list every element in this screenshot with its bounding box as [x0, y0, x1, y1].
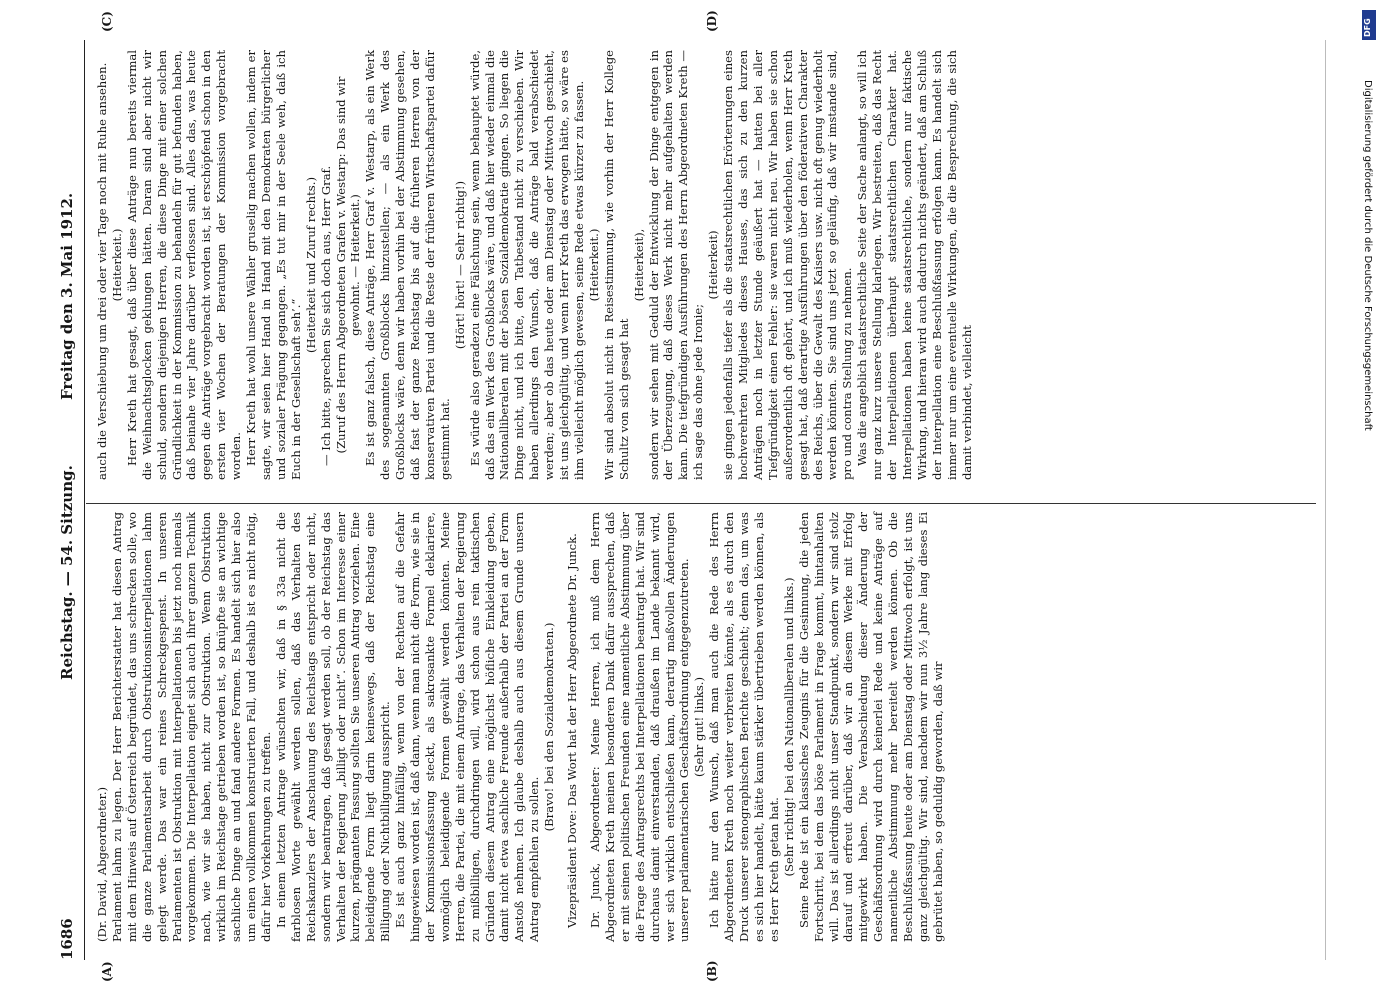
paragraph: Dr. Junck, Abgeordneter: Meine Herren, ich muß dem Herrn Abgeordneten Kreth meinen besonderen Dank dafür aussprechen, daß er mit seinen politischen Freunden eine namentliche Abstimmung über die Frage des Antragsrechts bei Interpellationen beantragt hat. Wir sind durchaus damit einverstanden, daß draußen im Lande bekannt wird, wer sich wirklich entschließen kann, derartig maßvollen Änderungen unserer parlamentarischen Geschäftsordnung entgegenzutreten.	[588, 512, 692, 942]
paragraph: Wir sind absolut nicht in Reisestimmung, wie vorhin der Herr Kollege Schultz von sich gesagt hat	[601, 50, 631, 480]
page-header	[58, 40, 82, 960]
interjection: (Heiterkeit.)	[109, 228, 124, 302]
interjection: (Heiterkeit),	[631, 228, 646, 302]
column-divider	[86, 503, 1316, 504]
interjection: (Zuruf des Herrn Abgeordneten Grafen v. Westarp: Das sind wir gewohnt. — Heiterkeit.)	[333, 76, 363, 454]
paragraph: sondern wir sehen mit Geduld der Entwicklung der Dinge entgegen in der Überzeugung, daß dieses Werk nicht mehr aufgehalten werden kann. Die tiefgründigen Ausführungen des Herrn Abgeordneten Kreth — ich sage das ohne jede Ironie;	[646, 50, 706, 480]
interjection: (Sehr richtig! bei den Nationalliberalen und links.)	[781, 577, 796, 877]
paragraph: In einem letzten Antrage wünschten wir, daß in § 33a nicht die farblosen Worte gewählt werden sollen, daß das Verhalten des Reichskanzlers der Anschauung des Reichstags entspricht oder nicht, sondern wir beantragen, daß gesagt werden soll, ob der Reichstag das Verhalten der Regierung „billigt oder nicht“. Schon im Interesse einer kurzen, prägnanten Fassung sollten Sie unseren Antrag vorziehen. Eine beleidigende Form liegt darin keineswegs, daß der Reichstag eine Billigung oder Nichtbilligung ausspricht.	[273, 512, 393, 942]
paragraph: Es ist auch ganz hinfällig, wenn von der Rechten auf die Gefahr hingewiesen worden ist, daß dann, wenn man nicht die Form, wie sie in der Kommissionsfassung steckt, als sakrosankte Formel deklariere, womöglich beleidigende Formen gewählt werden könnten. Meine Herren, die Partei, die mit einem Antrage, das Verhalten der Regierung zu mißbilligen, durchdringen will, wird schon aus rein taktischen Gründen diesem Antrag eine möglichst höfliche Einkleidung geben, damit nicht etwa sachliche Freunde außerhalb der Partei an der Form Anstoß nehmen. Ich glaube deshalb auch aus diesem Grunde unsern Antrag empfehlen zu sollen.	[393, 512, 542, 942]
paragraph: Es würde also geradezu eine Fälschung sein, wenn behauptet würde, daß das ein Werk des Großblocks wäre, und daß hier wieder einmal die Nationalliberalen mit der bösen Sozialdemokratie gingen. So liegen die Dinge nicht, und ich bitte, den Tatbestand nicht zu verschieben. Wir haben allerdings den Wunsch, daß die Anträge bald verabschiedet werden; aber ob das heute oder am Dienstag oder Mittwoch geschieht, ist uns gleichgültig, und wenn Herr Kreth das erwogen hätte, so wäre es ihm vielleicht möglich gewesen, seine Rede etwas kürzer zu fassen.	[467, 50, 586, 480]
speaker-note: (Dr. David, Abgeordneter.)	[95, 786, 109, 942]
dfg-logo	[1362, 10, 1376, 40]
digitization-credit	[1361, 80, 1375, 720]
paragraph: Es ist ganz falsch, diese Anträge, Herr Graf v. Westarp, als ein Werk des sogenannten Großblocks hinzustellen; — als ein Werk des Großblocks wäre, denn wir haben vorhin bei der Abstimmung gesehen, daß fast der ganze Reichstag bis auf die früheren Herren von der konservativen Partei und die Reste der früheren Wirtschaftspartei dafür gestimmt hat.	[363, 50, 452, 480]
paragraph: Parlament lahm zu legen. Der Herr Berichterstatter hat diesen Antrag mit dem Hinweis auf Österreich begründet, das uns schrecken solle, wo die ganze Parlamentsarbeit durch Obstruktionsinterpellationen lahm gelegt werde. Das war ein reines Schreckgespenst. In unseren Parlamenten ist Obstruktion mit Interpellationen bis jetzt noch niemals vorgekommen. Die Interpellation eignet sich auch ihrer ganzen Technik nach, wie wir sie haben, nicht zur Obstruktion. Wenn Obstruktion wirklich im Reichstage getrieben worden ist, so knüpfte sie an wichtige sachliche Dinge an und fand andere Formen. Es handelt sich hier also um einen vollkommen konstruierten Fall, und deshalb ist es nicht nötig, dafür hier Vorkehrungen zu treffen.	[109, 512, 273, 942]
interjection: (Heiterkeit.)	[586, 228, 601, 302]
interjection: (Sehr gut! links.)	[692, 677, 707, 777]
right-column	[95, 50, 974, 480]
paragraph: Herr Kreth hat gesagt, daß über diese Anträge nun bereits viermal die Weihnachtsglocken geklungen hätten. Daran sind aber nicht wir schuld, sondern diejenigen Herren, die diese Dinge mit einer solchen Gründlichkeit in der Kommission zu behandeln für gut befunden haben, daß beinahe vier Jahre darüber verflossen sind. Alles das, was heute gegen die Anträge vorgebracht worden ist, ist erschöpfend schon in den ersten vier Wochen der Beratungen der Kommission vorgebracht worden.	[124, 50, 244, 480]
header-rule	[84, 40, 85, 960]
credit-text: Digitalisierung gefördert durch die Deutsche Forschungsgemeinschaft	[1362, 80, 1373, 431]
paragraph: Ich hätte nur den Wunsch, daß man auch die Rede des Herrn Abgeordneten Kreth noch weiter verbreiten könnte, als es durch den Druck unserer stenographischen Berichte geschieht; denn das, um was es sich hier handelt, hätte kaum stärker übertrieben werden können, als es Herr Kreth getan hat.	[707, 512, 781, 942]
bottom-edge-rule	[1325, 40, 1326, 960]
interjection: (Hört! hört! — Sehr richtig!)	[452, 180, 467, 350]
dfg-logo-text: DFG	[1363, 18, 1372, 37]
margin-marker-a: (A)	[100, 961, 114, 982]
left-column	[95, 512, 946, 942]
running-head-session: Reichstag. — 54. Sitzung.	[58, 465, 76, 680]
page-number: 1686	[58, 918, 76, 960]
paragraph: sie gingen jedenfalls tiefer als die staatsrechtlichen Erörterungen eines hochverehrten Mitgliedes dieses Hauses, das sich zu den kurzen Anträgen noch in letzter Stunde geäußert hat — hatten bei aller Tiefgründigkeit einen Fehler: sie waren nicht neu. Wir haben sie schon außerordentlich oft gehört, und ich muß wiederholen, wenn Herr Kreth gesagt hat, daß derartige Ausführungen über den föderativen Charakter des Reichs, über die Gewalt des Kaisers usw. nicht oft genug wiederholt werden könnten. Sie sind uns jetzt so geläufig, daß wir imstande sind, pro und contra Stellung zu nehmen.	[721, 50, 855, 480]
margin-marker-b: (B)	[705, 960, 719, 982]
interjection: (Heiterkeit und Zuruf rechts.)	[303, 177, 318, 353]
paragraph: — Ich bitte, sprechen Sie sich doch aus, Herr Graf.	[318, 165, 333, 466]
paragraph: Herr Kreth hat wohl unsere Wähler gruselig machen wollen, indem er sagte, wir seien hier Hand in Hand mit den Demokraten bürgerlicher und sozialer Prägung gegangen. „Es tut mir in der Seele weh, daß ich Euch in der Gesellschaft seh’.“	[244, 50, 303, 480]
president-remark: Vizepräsident Dove: Das Wort hat der Herr Abgeordnete Dr. Junck.	[565, 533, 580, 928]
interjection: (Bravo! bei den Sozialdemokraten.)	[542, 622, 557, 832]
margin-marker-d: (D)	[705, 10, 719, 32]
paragraph: Was die angeblich staatsrechtliche Seite der Sache anlangt, so will ich nur ganz kurz unsere Stellung klarlegen. Wir bestreiten, daß das Recht der Interpellationen überhaupt staatsrechtlichen Charakter hat. Interpellationen haben keine staatsrechtliche, sondern nur faktische Wirkung, und hieran wird auch dadurch nichts geändert, daß am Schluß der Interpellation eine Beschlußfassung erfolgen kann. Es handelt sich immer nur um eine eventuelle Wirkungen, die die Besprechung, die sich damit verbindet, vielleicht	[855, 50, 974, 480]
margin-marker-c: (C)	[100, 11, 114, 32]
interjection: (Heiterkeit)	[706, 230, 721, 300]
paragraph: auch die Verschiebung um drei oder vier Tage noch mit Ruhe ansehen.	[95, 62, 109, 480]
paragraph: Seine Rede ist ein klassisches Zeugnis für die Gesinnung, die jeden Fortschritt, bei dem das böse Parlament in Frage kommt, hintanhalten will. Das ist allerdings nicht unser Standpunkt, sondern wir sind stolz darauf und erfreut darüber, daß wir an diesem Werke mit Erfolg mitgewirkt haben. Die Verabschiedung dieser Änderung der Geschäftsordnung wird durch keinerlei Rede und keine Anträge auf namentliche Abstimmung mehr bereitelt werden können. Ob die Beschlußfassung heute oder am Dienstag oder Mittwoch erfolgt, ist uns ganz gleichgültig. Wir sind, nachdem wir nun 3½ Jahre lang dieses Ei gebrütet haben, so geduldig geworden, daß wir	[796, 512, 945, 942]
running-head-date: Freitag den 3. Mai 1912.	[58, 192, 76, 400]
